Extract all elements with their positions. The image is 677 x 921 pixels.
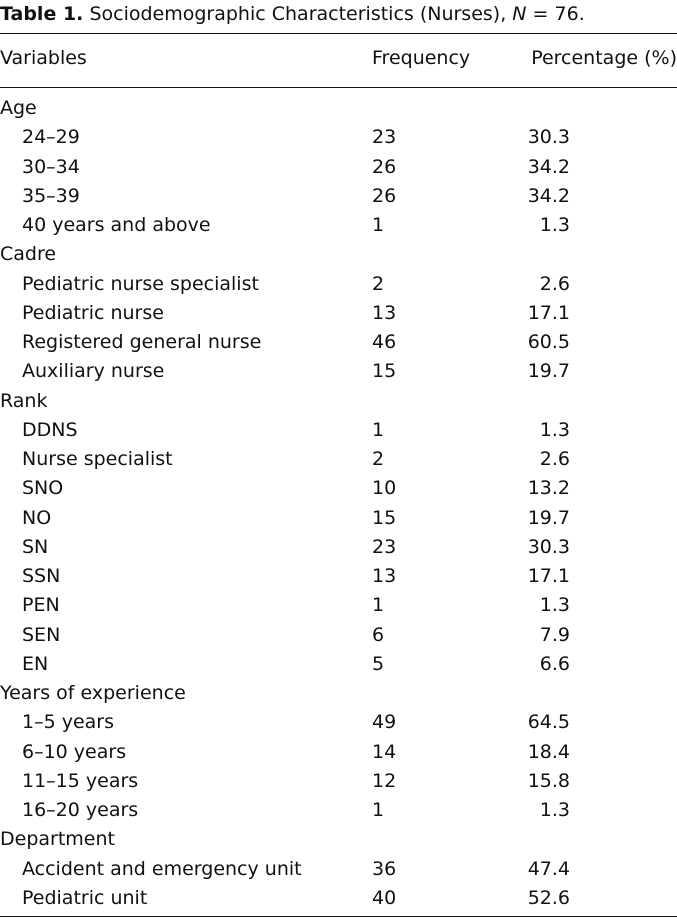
group-label: Years of experience [0,682,186,704]
frequency-cell: 5 [372,652,385,675]
frequency-cell: 13 [372,565,397,587]
variable-label: Accident and emergency unit [22,857,302,880]
percentage-cell: 19.7 [527,506,570,529]
variable-label: 35–39 [22,184,80,207]
table-row [0,796,677,825]
percentage-cell: 47.4 [527,857,570,880]
group-row [0,240,677,269]
percentage-cell: 34.2 [527,155,570,178]
variable-label: Nurse specialist [22,448,173,470]
frequency-cell: 2 [372,448,385,470]
percentage-cell: 17.1 [527,301,570,324]
percentage-cell: 18.4 [527,740,570,763]
percentage-cell: 30.3 [527,535,570,558]
table-row [0,445,677,474]
table-row [0,884,677,913]
variable-label: SEN [22,623,61,646]
frequency-cell: 23 [372,126,397,149]
table-row [0,533,677,562]
table-row [0,357,677,386]
frequency-cell: 49 [372,711,397,734]
group-label: Cadre [0,243,57,266]
table-row [0,767,677,796]
group-row [0,387,677,416]
percentage-cell: 64.5 [527,711,570,734]
percentage-cell: 13.2 [527,477,570,500]
table-caption-n-value: = 76. [526,3,585,25]
table-row [0,211,677,240]
group-label: Department [0,828,115,851]
variable-label: 16–20 years [22,799,139,821]
table-row [0,562,677,591]
frequency-cell: 14 [372,740,397,763]
group-row [0,825,677,854]
frequency-cell: 46 [372,331,397,353]
table-row [0,708,677,737]
table-row [0,299,677,328]
variable-label: 30–34 [22,155,80,178]
variable-label: 1–5 years [22,711,115,734]
variable-label: 40 years and above [22,214,211,236]
variable-label: Pediatric unit [22,886,148,909]
table-row [0,591,677,620]
table-row [0,855,677,884]
percentage-cell: 30.3 [527,126,570,149]
percentage-cell: 15.8 [527,769,570,792]
variable-label: NO [22,506,52,529]
table-row [0,270,677,299]
variable-label: Pediatric nurse [22,301,164,324]
percentage-cell: 52.6 [527,886,570,909]
group-label: Age [0,97,37,119]
percentage-cell: 60.5 [527,331,570,353]
variable-label: PEN [22,594,60,617]
frequency-cell: 40 [372,886,397,909]
table-row [0,182,677,211]
table-row [0,328,677,357]
frequency-cell: 1 [372,799,385,821]
group-row [0,94,677,123]
percentage-cell: 2.6 [539,272,570,295]
percentage-cell: 34.2 [527,184,570,207]
header-rule [0,87,677,88]
variable-label: SN [22,535,49,558]
table-row [0,153,677,182]
frequency-cell: 1 [372,594,385,617]
percentage-cell: 7.9 [539,623,570,646]
variable-label: EN [22,652,49,675]
frequency-cell: 26 [372,184,397,207]
frequency-cell: 23 [372,535,397,558]
header-variables: Variables [0,47,87,69]
percentage-cell: 1.3 [539,799,570,821]
table-row [0,474,677,503]
percentage-cell: 1.3 [539,594,570,617]
percentage-cell: 6.6 [539,652,570,675]
table-row [0,416,677,445]
frequency-cell: 6 [372,623,385,646]
table-row [0,504,677,533]
percentage-cell: 17.1 [527,565,570,587]
frequency-cell: 10 [372,477,397,500]
variable-label: Registered general nurse [22,331,262,353]
percentage-cell: 1.3 [539,418,570,441]
table-caption-text: Sociodemographic Characteristics (Nurses), [89,3,513,25]
table-row [0,650,677,679]
variable-label: 11–15 years [22,769,139,792]
header-frequency: Frequency [372,47,471,69]
table-top-rule [0,33,677,34]
variable-label: SSN [22,565,61,587]
percentage-cell: 2.6 [539,448,570,470]
variable-label: 24–29 [22,126,80,149]
table-row [0,738,677,767]
frequency-cell: 1 [372,214,385,236]
variable-label: SNO [22,477,64,500]
frequency-cell: 15 [372,360,397,383]
table-bottom-rule [0,916,677,917]
table-caption-label: Table 1. [0,3,84,25]
variable-label: DDNS [22,418,78,441]
table-row [0,123,677,152]
percentage-cell: 19.7 [527,360,570,383]
group-row [0,679,677,708]
frequency-cell: 26 [372,155,397,178]
group-label: Rank [0,389,48,412]
variable-label: 6–10 years [22,740,127,763]
frequency-cell: 15 [372,506,397,529]
frequency-cell: 2 [372,272,385,295]
table-caption-n-symbol: N [512,3,527,25]
header-percentage: Percentage (%) [531,47,677,69]
table-caption [0,2,677,26]
variable-label: Auxiliary nurse [22,360,165,383]
percentage-cell: 1.3 [539,214,570,236]
frequency-cell: 13 [372,301,397,324]
variable-label: Pediatric nurse specialist [22,272,259,295]
table-row [0,621,677,650]
frequency-cell: 12 [372,769,397,792]
table-body [0,94,677,913]
frequency-cell: 1 [372,418,385,441]
frequency-cell: 36 [372,857,397,880]
